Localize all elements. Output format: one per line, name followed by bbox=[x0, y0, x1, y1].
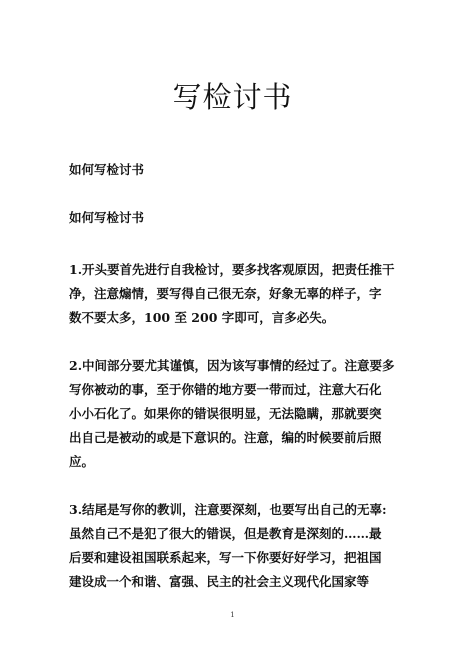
paragraph-line: 后要和建设祖国联系起来，写一下你要好好学习，把祖国 bbox=[69, 550, 382, 565]
paragraph-line: 小小石化了。如果你的错误很明显，无法隐瞒，那就要突 bbox=[69, 406, 382, 421]
paragraph-2 bbox=[69, 354, 409, 474]
paragraph-line: 建设成一个和谐、富强、民主的社会主义现代化国家等 bbox=[69, 574, 370, 589]
paragraph-1 bbox=[69, 258, 409, 330]
page-number: 1 bbox=[230, 611, 235, 619]
subtitle-line: 如何写检讨书 bbox=[69, 210, 145, 225]
paragraph-line: 出自己是被动的或是下意识的。注意，编的时候要前后照 bbox=[69, 430, 382, 445]
paragraph-line: 3.结尾是写你的教训，注意要深刻，也要写出自己的无辜: bbox=[69, 502, 387, 517]
paragraph-line: 数不要太多，100 至 200 字即可，言多必失。 bbox=[69, 310, 335, 325]
paragraph-line: 应。 bbox=[69, 454, 95, 469]
paragraph-line: 写你被动的事，至于你错的地方要一带而过，注意大石化 bbox=[69, 382, 382, 397]
document-title: 写检讨书 bbox=[172, 80, 293, 114]
paragraph-line: 2.中间部分要尤其谨慎，因为该写事情的经过了。注意要多 bbox=[69, 358, 395, 373]
subtitle-line: 如何写检讨书 bbox=[69, 162, 145, 177]
paragraph-3 bbox=[69, 498, 409, 594]
paragraph-line: 虽然自己不是犯了很大的错误，但是教育是深刻的……最 bbox=[69, 526, 382, 541]
paragraph-line: 净，注意煽情，要写得自己很无奈，好象无辜的样子，字 bbox=[69, 286, 382, 301]
paragraph-line: 1.开头要首先进行自我检讨，要多找客观原因，把责任推干 bbox=[69, 262, 395, 277]
